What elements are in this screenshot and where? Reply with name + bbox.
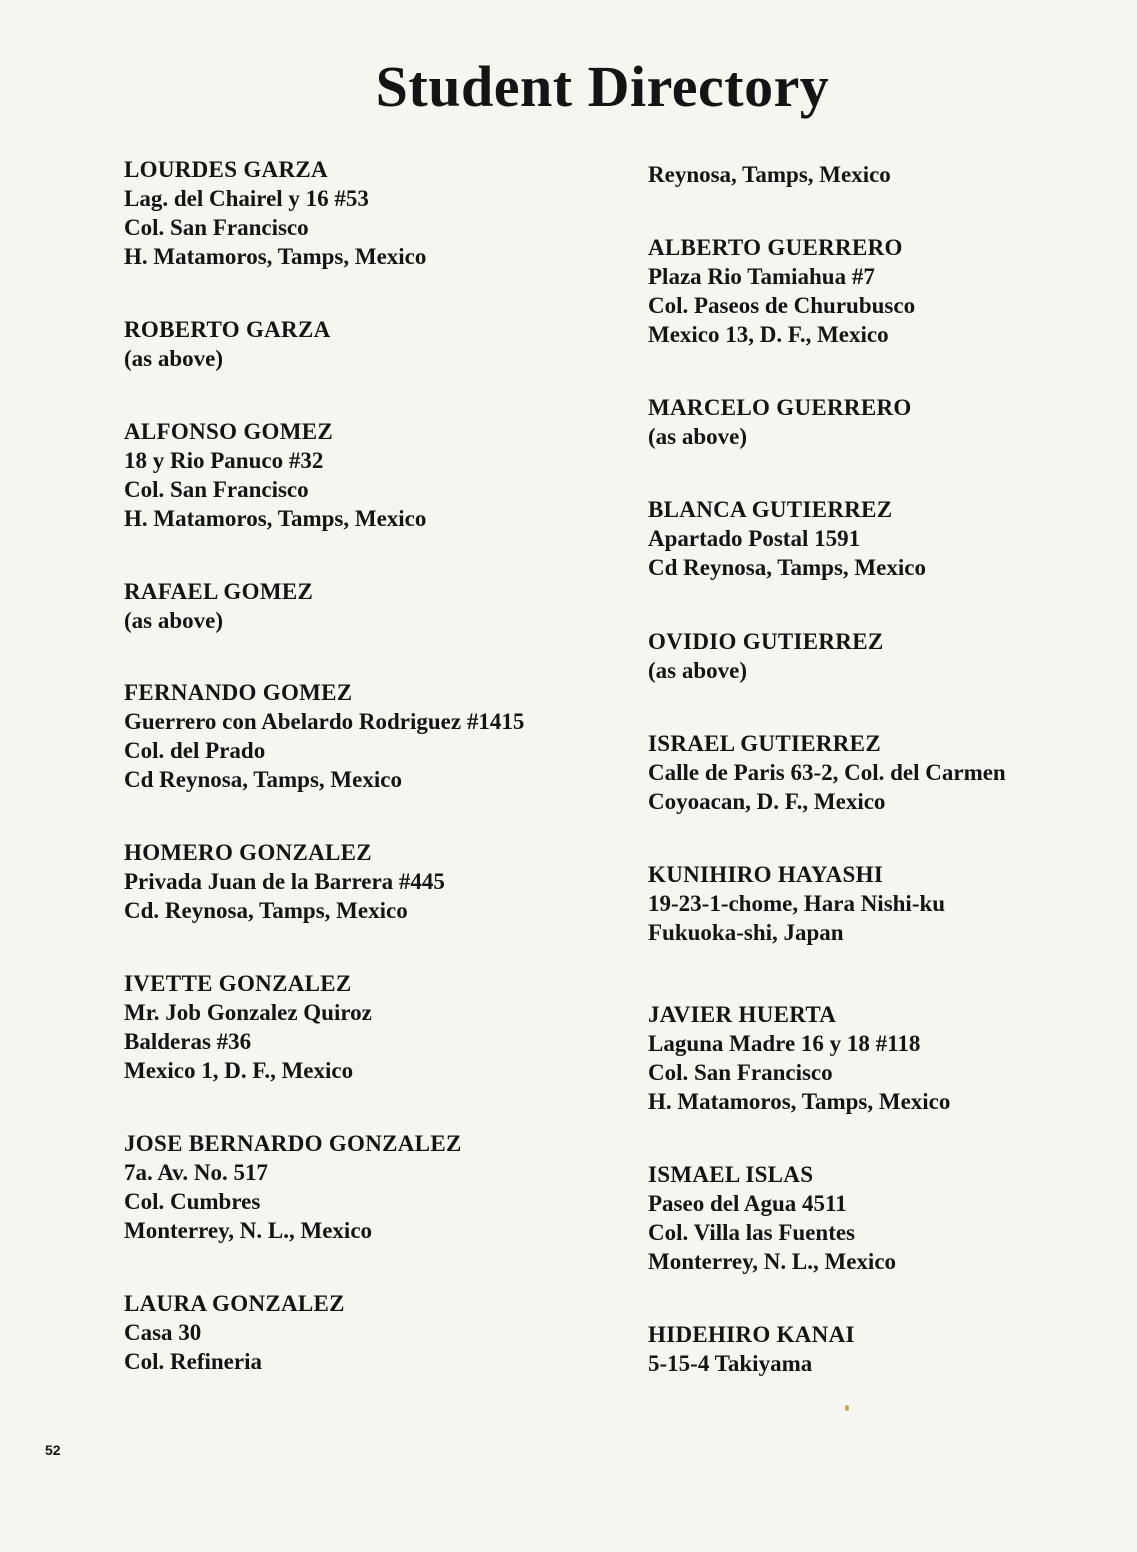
student-name: JAVIER HUERTA	[648, 1002, 837, 1027]
address-line: Mexico 13, D. F., Mexico	[648, 322, 889, 347]
directory-entry	[648, 1160, 1137, 1276]
student-name: ROBERTO GARZA	[124, 317, 331, 342]
student-name: ISRAEL GUTIERREZ	[648, 731, 881, 756]
address-line: 18 y Rio Panuco #32	[124, 448, 324, 473]
directory-entry	[124, 417, 644, 533]
address-line: Monterrey, N. L., Mexico	[124, 1218, 373, 1243]
directory-entry	[124, 315, 644, 373]
address-line: Reynosa, Tamps, Mexico	[648, 162, 891, 187]
address-line: Laguna Madre 16 y 18 #118	[648, 1031, 921, 1056]
page-number: 52	[45, 1442, 61, 1458]
address-line: Cd Reynosa, Tamps, Mexico	[124, 767, 402, 792]
address-line: Fukuoka-shi, Japan	[648, 920, 844, 945]
student-name: IVETTE GONZALEZ	[124, 971, 352, 996]
address-line: H. Matamoros, Tamps, Mexico	[124, 506, 427, 531]
address-line: Col. Villa las Fuentes	[648, 1220, 856, 1245]
directory-entry	[648, 495, 1137, 582]
address-line: Col. Paseos de Churubusco	[648, 293, 916, 318]
address-line: Casa 30	[124, 1320, 202, 1345]
address-line: (as above)	[648, 424, 748, 449]
directory-entry	[648, 1000, 1137, 1116]
address-line: Col. San Francisco	[648, 1060, 833, 1085]
address-line: Cd Reynosa, Tamps, Mexico	[648, 555, 926, 580]
directory-entry	[648, 729, 1137, 816]
address-line: Apartado Postal 1591	[648, 526, 861, 551]
address-line: Col. San Francisco	[124, 477, 309, 502]
student-name: JOSE BERNARDO GONZALEZ	[124, 1131, 462, 1156]
directory-entry	[648, 1320, 1137, 1378]
address-line: Calle de Paris 63-2, Col. del Carmen	[648, 760, 1006, 785]
student-name: OVIDIO GUTIERREZ	[648, 629, 884, 654]
address-line: Monterrey, N. L., Mexico	[648, 1249, 897, 1274]
directory-entry	[648, 627, 1137, 685]
address-line: (as above)	[648, 658, 748, 683]
address-line: Col. del Prado	[124, 738, 266, 763]
directory-entry	[648, 160, 1137, 189]
address-line: Paseo del Agua 4511	[648, 1191, 847, 1216]
student-name: LAURA GONZALEZ	[124, 1291, 345, 1316]
address-line: 19-23-1-chome, Hara Nishi-ku	[648, 891, 946, 916]
paper-speck	[845, 1405, 849, 1411]
address-line: 5-15-4 Takiyama	[648, 1351, 813, 1376]
directory-entry	[124, 1129, 644, 1245]
directory-entry	[124, 577, 644, 635]
student-name: ALBERTO GUERRERO	[648, 235, 903, 260]
address-line: (as above)	[124, 346, 224, 371]
address-line: Mexico 1, D. F., Mexico	[124, 1058, 354, 1083]
address-line: Col. San Francisco	[124, 215, 309, 240]
student-name: HOMERO GONZALEZ	[124, 840, 372, 865]
directory-entry	[124, 678, 644, 794]
student-name: RAFAEL GOMEZ	[124, 579, 314, 604]
student-name: KUNIHIRO HAYASHI	[648, 862, 884, 887]
directory-entry	[124, 838, 644, 925]
address-line: Plaza Rio Tamiahua #7	[648, 264, 875, 289]
address-line: H. Matamoros, Tamps, Mexico	[648, 1089, 951, 1114]
student-name: ALFONSO GOMEZ	[124, 419, 334, 444]
address-line: Cd. Reynosa, Tamps, Mexico	[124, 898, 408, 923]
directory-entry	[648, 233, 1137, 349]
directory-entry	[648, 393, 1137, 451]
address-line: Lag. del Chairel y 16 #53	[124, 186, 369, 211]
address-line: Col. Cumbres	[124, 1189, 261, 1214]
student-name: FERNANDO GOMEZ	[124, 680, 353, 705]
address-line: H. Matamoros, Tamps, Mexico	[124, 244, 427, 269]
page-title: Student Directory	[375, 54, 830, 119]
address-line: Balderas #36	[124, 1029, 252, 1054]
address-line: Col. Refineria	[124, 1349, 262, 1374]
address-line: Mr. Job Gonzalez Quiroz	[124, 1000, 372, 1025]
directory-entry	[124, 1289, 644, 1376]
student-name: ISMAEL ISLAS	[648, 1162, 814, 1187]
student-name: BLANCA GUTIERREZ	[648, 497, 893, 522]
student-name: MARCELO GUERRERO	[648, 395, 912, 420]
directory-entry	[124, 155, 644, 271]
directory-entry	[124, 969, 644, 1085]
address-line: Guerrero con Abelardo Rodriguez #1415	[124, 709, 525, 734]
address-line: Privada Juan de la Barrera #445	[124, 869, 445, 894]
student-name: HIDEHIRO KANAI	[648, 1322, 855, 1347]
student-name: LOURDES GARZA	[124, 157, 328, 182]
address-line: 7a. Av. No. 517	[124, 1160, 268, 1185]
directory-entry	[648, 860, 1137, 947]
address-line: (as above)	[124, 608, 224, 633]
address-line: Coyoacan, D. F., Mexico	[648, 789, 886, 814]
